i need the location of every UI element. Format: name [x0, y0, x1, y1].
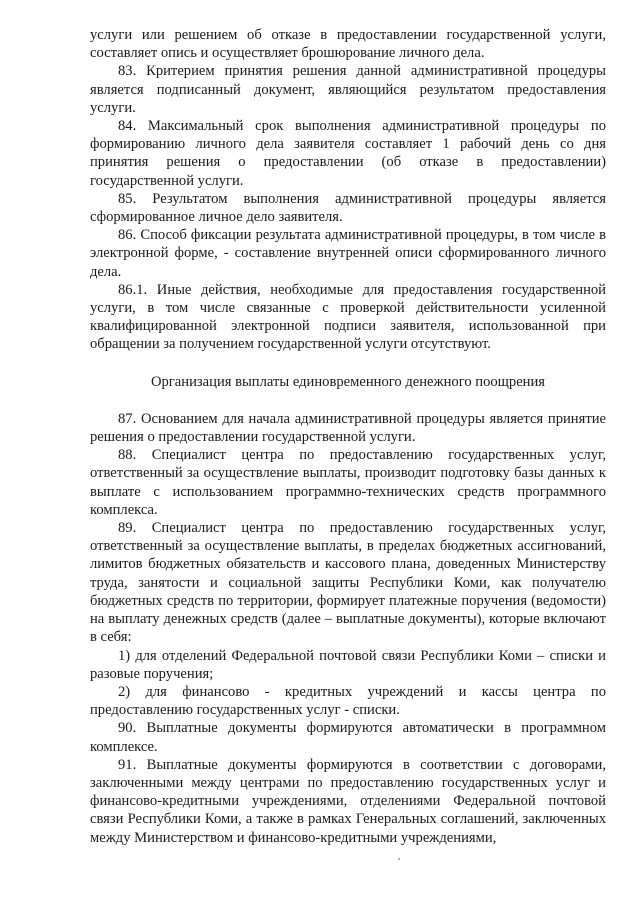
- scan-speck: [398, 858, 400, 860]
- paragraph-p86: 86. Способ фиксации результата административной процедуры, в том числе в электронной форме, - составление внутренней описи сформированного личного дела.: [90, 227, 606, 280]
- paragraph-p90: 90. Выплатные документы формируются автоматически в программном комплексе.: [90, 720, 606, 755]
- paragraphs-before-heading: [90, 26, 606, 354]
- paragraph-p-cont: услуги или решением об отказе в предоставлении государственной услуги, составляет опись и осуществляет брошюрование личного дела.: [90, 27, 606, 62]
- paragraph-p89: 89. Специалист центра по предоставлению государственных услуг, ответственный за осуществление выплаты, в пределах бюджетных ассигнований, лимитов бюджетных обязательств и кассового плана, доведенных Министерству труда, занятости и социальной защиты Республики Коми, как получателю бюджетных средств по территории, формирует платежные поручения (ведомости) на выплату денежных средств (далее – выплатные документы), которые включают в себя:: [90, 520, 606, 646]
- section-heading: Организация выплаты единовременного денежного поощрения: [150, 373, 546, 390]
- paragraph-p88: 88. Специалист центра по предоставлению государственных услуг, ответственный за осуществление выплаты, производит подготовку базы данных к выплате с использованием программно-технических средств программного комплекса.: [90, 447, 606, 518]
- paragraphs-after-heading: [90, 410, 606, 847]
- paragraph-p85: 85. Результатом выполнения административной процедуры является сформированное личное дело заявителя.: [90, 190, 606, 226]
- paragraph-p89-2: 2) для финансово - кредитных учреждений и кассы центра по предоставлению государственных услуг - списки.: [90, 683, 606, 719]
- paragraph-p87: 87. Основанием для начала административной процедуры является принятие решения о предоставлении государственной услуги.: [90, 410, 606, 446]
- paragraph-p86-1: 86.1. Иные действия, необходимые для предоставления государственной услуги, в том числе связанные с проверкой действительности усиленной квалифицированной электронной подписи заявителя, использованной при обращении за получением государственной услуги отсутствуют.: [90, 281, 606, 353]
- document-page: [90, 26, 606, 847]
- paragraph-p83: 83. Критерием принятия решения данной административной процедуры является подписанный документ, являющийся результатом предоставления услуги.: [90, 63, 606, 116]
- paragraph-p84: 84. Максимальный срок выполнения административной процедуры по формированию личного дела заявителя составляет 1 рабочий день со дня принятия решения о предоставлении (об отказе в предоставлении) государственной услуги.: [90, 118, 606, 189]
- paragraph-p89-1: 1) для отделений Федеральной почтовой связи Республики Коми – списки и разовые поручения;: [90, 647, 606, 682]
- paragraph-p91: 91. Выплатные документы формируются в соответствии с договорами, заключенными между центрами по предоставлению государственных услуг и финансово-кредитными учреждениями, отделениями Федеральной почтовой связи Республики Коми, а также в рамках Генеральных соглашений, заключенных между Министерством и финансово-кредитными учреждениями,: [90, 756, 606, 846]
